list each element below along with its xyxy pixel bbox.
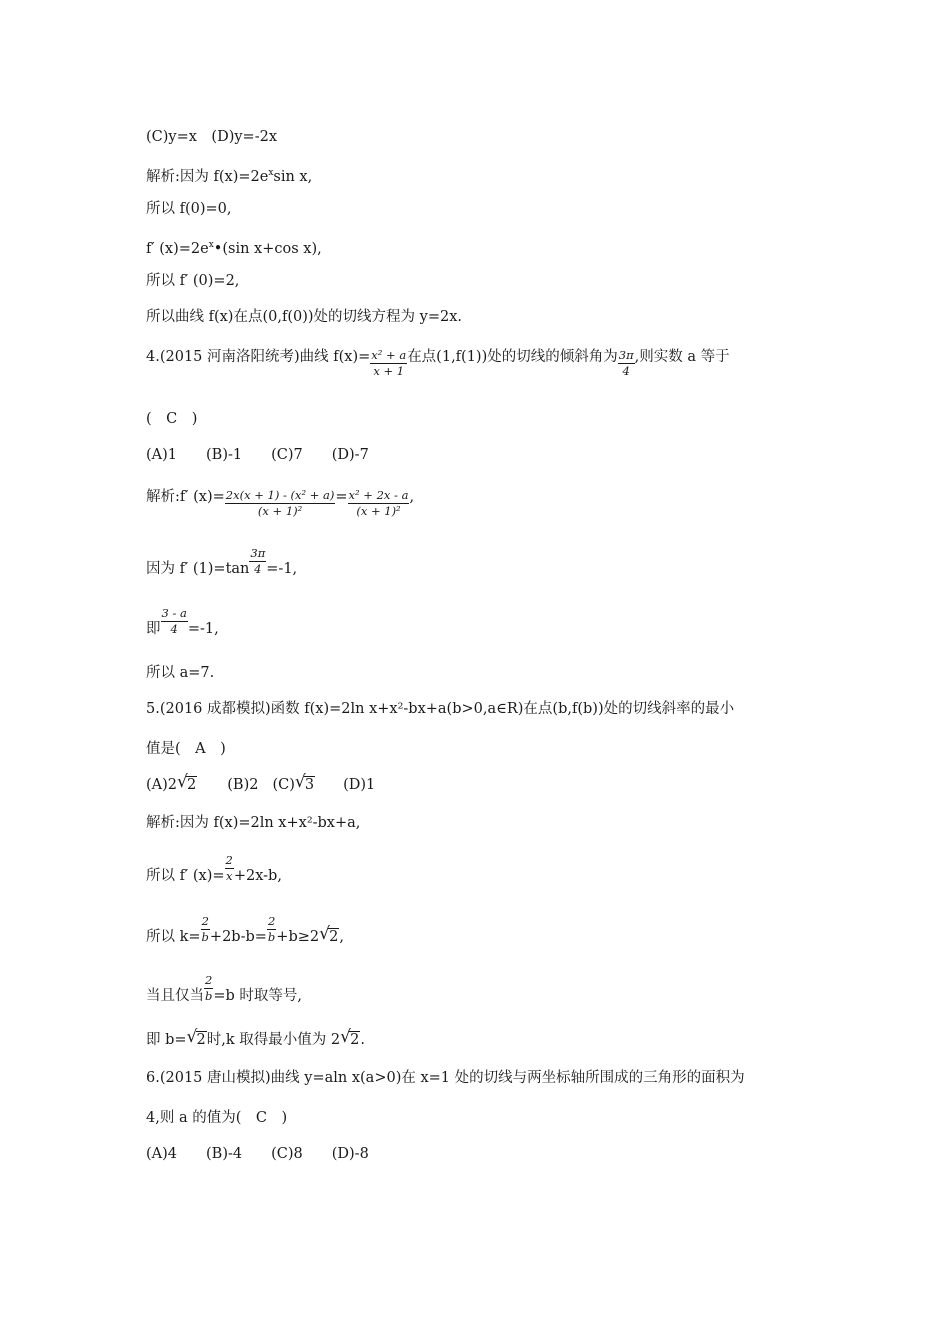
q3-solution-line-4 — [146, 271, 239, 291]
numerator: 2x(x + 1) - (x² + a) — [225, 488, 335, 502]
numerator: 3π — [250, 546, 266, 560]
text: (A)1 (B)-1 (C)7 (D)-7 — [146, 447, 369, 463]
square-root — [177, 772, 197, 795]
q6-stem-line-2 — [146, 1108, 287, 1128]
q5-stem-line-2 — [146, 739, 226, 759]
denominator: x + 1 — [373, 364, 405, 378]
fraction — [161, 606, 188, 637]
text: 解析:因为 f(x)=2e — [146, 169, 269, 185]
text: f′ (x)=2e — [146, 241, 209, 257]
numerator: 3 - a — [161, 606, 187, 620]
fraction — [618, 348, 635, 379]
denominator: (x + 1)² — [356, 504, 401, 518]
numerator: 2 — [205, 973, 213, 987]
text: 解析:f′ (x)= — [146, 489, 225, 505]
q3-solution-line-5 — [146, 307, 462, 327]
text: 所以 f′ (x)= — [146, 868, 225, 884]
text: , — [339, 929, 344, 945]
numerator: 2 — [267, 914, 276, 928]
square-root — [319, 924, 339, 947]
text: 所以 f′ (0)=2, — [146, 273, 240, 289]
text: 所以 a=7. — [146, 665, 215, 681]
numerator: x² + a — [371, 348, 407, 362]
text: (A)2 — [146, 777, 178, 793]
superscript: x — [268, 168, 274, 178]
text: 4,则 a 的值为( C ) — [146, 1110, 288, 1126]
q5-solution-line-2 — [146, 853, 282, 884]
q5-solution-line-1 — [146, 813, 360, 833]
denominator: b — [267, 930, 276, 944]
q5-solution-line-4 — [146, 973, 303, 1004]
numerator: 3π — [618, 348, 634, 362]
numerator: 2 — [201, 914, 209, 928]
q5-options — [146, 772, 376, 795]
square-root — [340, 1027, 360, 1050]
q5-stem-line-1 — [146, 699, 734, 719]
q4-solution-line-4 — [146, 663, 214, 683]
fraction — [201, 914, 210, 945]
radical-sign: √ — [186, 1027, 198, 1047]
denominator: b — [201, 930, 209, 944]
text: (A)4 (B)-4 (C)8 (D)-8 — [146, 1146, 369, 1162]
text: 4.(2015 河南洛阳统考)曲线 f(x)= — [146, 349, 371, 365]
text: 解析:因为 f(x)=2ln x+x²-bx+a, — [146, 815, 361, 831]
fraction — [370, 348, 407, 379]
denominator: b — [205, 989, 213, 1003]
text: 6.(2015 唐山模拟)曲线 y=aln x(a>0)在 x=1 处的切线与两坐标轴所围成的三角形的面积为 — [146, 1070, 745, 1086]
text: =-1, — [187, 621, 219, 637]
text: 时,k 取得最小值为 2 — [206, 1032, 341, 1048]
text: 5.(2016 成都模拟)函数 f(x)=2ln x+x²-bx+a(b>0,a∈R)在点(b,f(b))处的切线斜率的最小 — [146, 701, 735, 717]
fraction — [204, 973, 213, 1004]
text: 当且仅当 — [146, 988, 204, 1004]
superscript: x — [208, 240, 214, 250]
text: sin x, — [273, 169, 313, 185]
text: +2x-b, — [233, 868, 282, 884]
q6-options — [146, 1144, 369, 1164]
q3-solution-line-2 — [146, 199, 232, 219]
text: (C) — [272, 777, 295, 793]
text: 所以 f(0)=0, — [146, 201, 232, 217]
denominator: 4 — [622, 364, 630, 378]
radicand: 3 — [304, 777, 315, 793]
radicand: 2 — [187, 777, 197, 793]
q3-options-cd — [146, 127, 277, 147]
q5-solution-line-5 — [146, 1027, 365, 1050]
radical-sign: √ — [294, 772, 306, 792]
text: ( C ) — [146, 411, 198, 427]
text: 值是( A ) — [146, 741, 226, 757]
q4-stem — [146, 347, 730, 378]
text: (D)1 — [343, 777, 376, 793]
text: 所以 k= — [146, 929, 201, 945]
q3-solution-line-1 — [146, 163, 312, 183]
text: =b 时取等号, — [213, 988, 303, 1004]
numerator: 2 — [225, 853, 233, 867]
text: , — [409, 489, 415, 505]
q5-solution-line-3 — [146, 914, 344, 945]
radicand: 2 — [350, 1032, 360, 1048]
fraction — [267, 914, 276, 945]
text: •(sin x+cos x), — [213, 241, 322, 257]
radicand: 2 — [329, 929, 339, 945]
denominator: 4 — [170, 622, 178, 636]
square-root — [294, 772, 315, 795]
text: 所以曲线 f(x)在点(0,f(0))处的切线方程为 y=2x. — [146, 309, 462, 325]
text: ,则实数 a 等于 — [634, 349, 730, 365]
radicand: 2 — [196, 1032, 206, 1048]
radical-sign: √ — [319, 924, 330, 944]
q4-answer — [146, 409, 197, 429]
denominator: 4 — [254, 562, 262, 576]
fraction — [225, 488, 336, 519]
q4-solution-line-3 — [146, 606, 219, 637]
q6-stem-line-1 — [146, 1068, 745, 1088]
denominator: (x + 1)² — [257, 504, 303, 518]
text: 即 — [146, 621, 161, 637]
text: 因为 f′ (1)=tan — [146, 561, 250, 577]
q3-solution-line-3 — [146, 235, 322, 255]
text: =-1, — [266, 561, 298, 577]
q4-solution-line-2 — [146, 546, 298, 577]
fraction — [225, 853, 234, 884]
text: 即 b= — [146, 1032, 187, 1048]
square-root — [186, 1027, 207, 1050]
text: 在点(1,f(1))处的切线的倾斜角为 — [407, 349, 618, 365]
text: +2b-b= — [209, 929, 267, 945]
text: = — [335, 489, 348, 505]
q4-solution-line-1 — [146, 487, 415, 518]
fraction — [249, 546, 266, 577]
text: . — [360, 1032, 365, 1048]
fraction — [348, 488, 410, 519]
numerator: x² + 2x - a — [348, 488, 409, 502]
radical-sign: √ — [177, 772, 188, 792]
q4-options — [146, 445, 369, 465]
text: +b≥2 — [276, 929, 320, 945]
radical-sign: √ — [340, 1027, 351, 1047]
denominator: x — [225, 869, 233, 883]
text: (C)y=x (D)y=-2x — [146, 129, 278, 145]
text: (B)2 — [227, 777, 259, 793]
